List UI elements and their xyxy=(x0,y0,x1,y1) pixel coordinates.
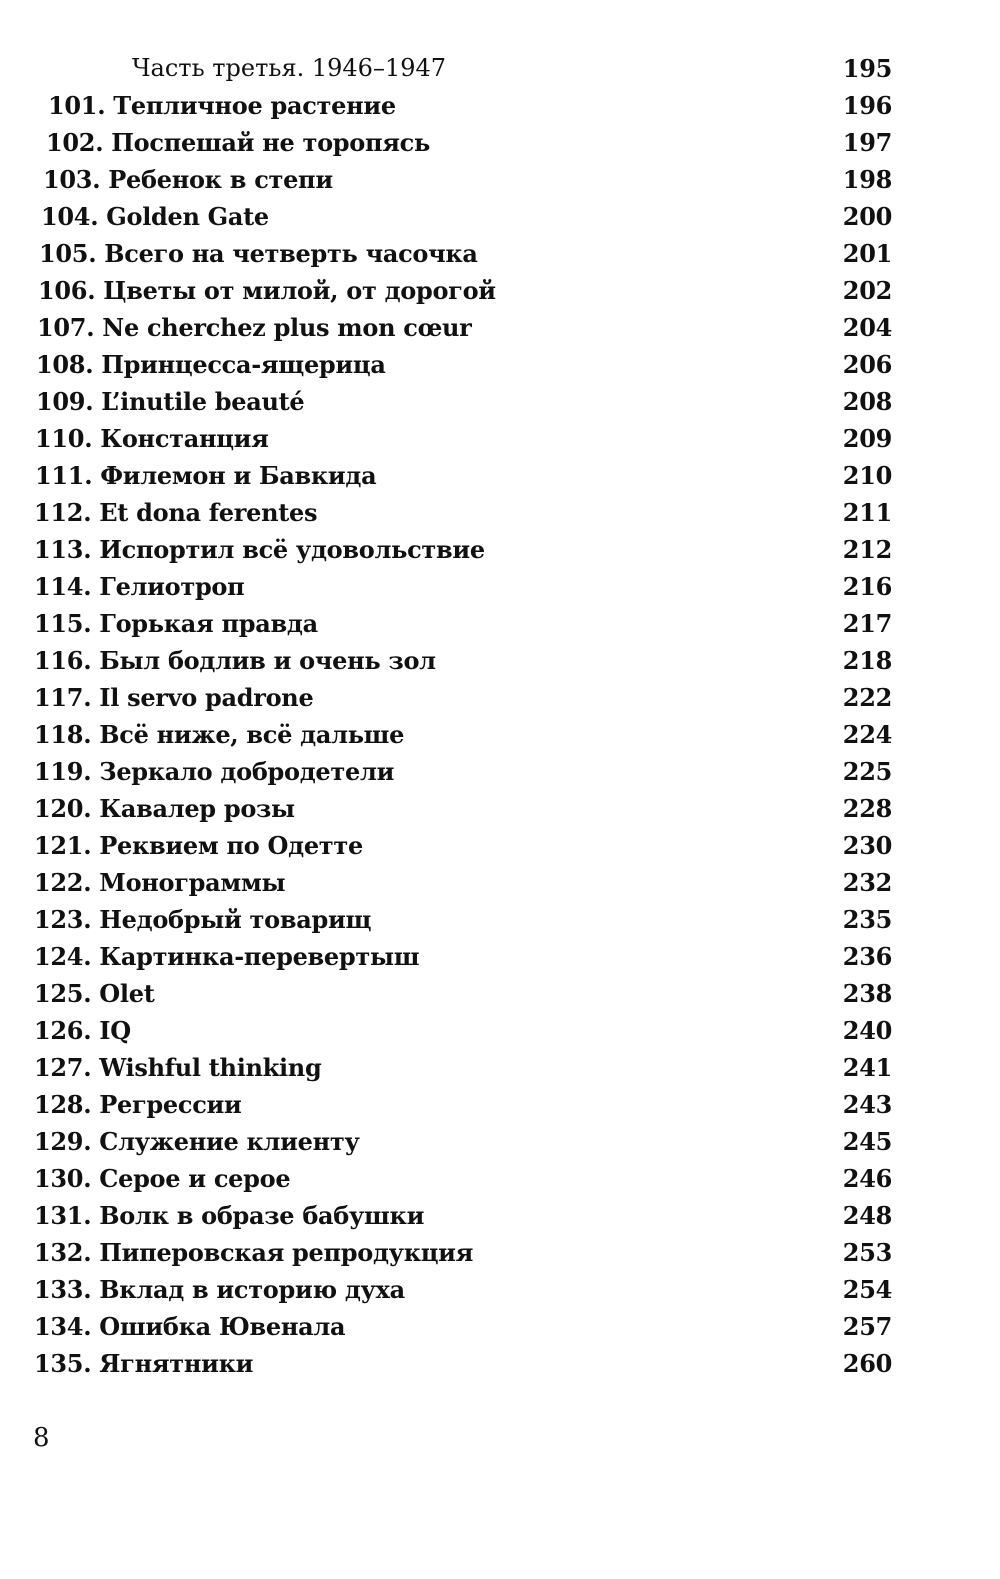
toc-entry xyxy=(0,790,1000,827)
toc-entry xyxy=(0,1271,1000,1308)
toc-entry xyxy=(0,1049,1000,1086)
entry-title: 134. Ошибка Ювенала xyxy=(34,1312,346,1341)
toc-entry xyxy=(0,346,1000,383)
toc-entry xyxy=(0,679,1000,716)
toc-entry xyxy=(0,1012,1000,1049)
entry-title: 119. Зеркало добродетели xyxy=(34,757,395,786)
toc-entry xyxy=(0,309,1000,346)
entry-title: 112. Et dona ferentes xyxy=(34,498,318,527)
toc-entry xyxy=(0,124,1000,161)
entry-page-number: 211 xyxy=(842,498,892,527)
entry-page-number: 241 xyxy=(842,1053,892,1082)
entry-title: 123. Недобрый товарищ xyxy=(34,905,372,934)
toc-entry xyxy=(0,753,1000,790)
entry-title: 103. Ребенок в степи xyxy=(43,165,333,194)
toc-entry xyxy=(0,864,1000,901)
entry-title: 133. Вклад в историю духа xyxy=(34,1275,405,1304)
toc-entry xyxy=(0,1197,1000,1234)
toc-entry xyxy=(0,494,1000,531)
toc-entry xyxy=(0,383,1000,420)
entry-page-number: 222 xyxy=(842,683,892,712)
toc-entry xyxy=(0,1123,1000,1160)
entry-title: 102. Поспешай не торопясь xyxy=(46,128,430,157)
entry-page-number: 248 xyxy=(842,1201,892,1230)
entry-title: 130. Серое и серое xyxy=(34,1164,291,1193)
entry-page-number: 217 xyxy=(842,609,892,638)
toc-entry xyxy=(0,1160,1000,1197)
entry-title: 131. Волк в образе бабушки xyxy=(34,1201,425,1230)
entry-page-number: 253 xyxy=(842,1238,892,1267)
toc-entry xyxy=(0,1086,1000,1123)
entry-page-number: 225 xyxy=(842,757,892,786)
toc-entry xyxy=(0,938,1000,975)
page-folio-number: 8 xyxy=(33,1423,50,1453)
toc-entry xyxy=(0,420,1000,457)
entry-title: 135. Ягнятники xyxy=(34,1349,254,1378)
entry-title: 125. Olet xyxy=(34,979,155,1008)
entry-title: 124. Картинка-перевертыш xyxy=(34,942,420,971)
toc-entry xyxy=(0,1234,1000,1271)
toc-entry xyxy=(0,827,1000,864)
entry-page-number: 216 xyxy=(842,572,892,601)
toc-entry xyxy=(0,1308,1000,1345)
toc-entry xyxy=(0,716,1000,753)
part-page-number: 195 xyxy=(842,54,892,83)
entry-page-number: 218 xyxy=(842,646,892,675)
entry-page-number: 245 xyxy=(842,1127,892,1156)
entry-title: 118. Всё ниже, всё дальше xyxy=(34,720,405,749)
toc-entry xyxy=(0,198,1000,235)
entry-page-number: 201 xyxy=(842,239,892,268)
toc-entry xyxy=(0,457,1000,494)
entry-page-number: 236 xyxy=(842,942,892,971)
toc-entry xyxy=(0,161,1000,198)
toc-entry xyxy=(0,605,1000,642)
entry-page-number: 212 xyxy=(842,535,892,564)
entry-title: 121. Реквием по Одетте xyxy=(34,831,363,860)
entry-page-number: 196 xyxy=(842,91,892,120)
toc-entry xyxy=(0,531,1000,568)
entry-page-number: 204 xyxy=(842,313,892,342)
entry-title: 105. Всего на четверть часочка xyxy=(39,239,478,268)
entry-page-number: 243 xyxy=(842,1090,892,1119)
toc-entry xyxy=(0,642,1000,679)
entry-page-number: 238 xyxy=(842,979,892,1008)
entry-page-number: 232 xyxy=(842,868,892,897)
toc-entry xyxy=(0,235,1000,272)
entry-page-number: 200 xyxy=(842,202,892,231)
entry-page-number: 254 xyxy=(842,1275,892,1304)
entry-title: 106. Цветы от милой, от дорогой xyxy=(38,276,496,305)
entry-title: 109. L’inutile beauté xyxy=(36,387,305,416)
entry-title: 116. Был бодлив и очень зол xyxy=(34,646,436,675)
entry-page-number: 208 xyxy=(842,387,892,416)
entry-title: 120. Кавалер розы xyxy=(34,794,295,823)
entry-title: 101. Тепличное растение xyxy=(48,91,396,120)
entry-title: 122. Монограммы xyxy=(34,868,286,897)
entry-title: 128. Регрессии xyxy=(34,1090,242,1119)
entry-title: 132. Пиперовская репродукция xyxy=(34,1238,474,1267)
entry-page-number: 260 xyxy=(842,1349,892,1378)
entry-title: 113. Испортил всё удовольствие xyxy=(34,535,485,564)
entry-page-number: 206 xyxy=(842,350,892,379)
entry-page-number: 246 xyxy=(842,1164,892,1193)
entry-title: 117. Il servo padrone xyxy=(34,683,314,712)
entry-page-number: 197 xyxy=(842,128,892,157)
entry-page-number: 209 xyxy=(842,424,892,453)
part-heading xyxy=(0,50,1000,87)
entry-title: 107. Ne cherchez plus mon cœur xyxy=(37,313,472,342)
entry-title: 114. Гелиотроп xyxy=(34,572,245,601)
entry-title: 111. Филемон и Бавкида xyxy=(35,461,377,490)
entry-page-number: 235 xyxy=(842,905,892,934)
entry-title: 110. Констанция xyxy=(35,424,269,453)
entry-page-number: 230 xyxy=(842,831,892,860)
entry-title: 115. Горькая правда xyxy=(34,609,318,638)
toc-entry xyxy=(0,272,1000,309)
entry-title: 129. Служение клиенту xyxy=(34,1127,360,1156)
toc-entry xyxy=(0,87,1000,124)
entry-title: 104. Golden Gate xyxy=(41,202,269,231)
entry-page-number: 210 xyxy=(842,461,892,490)
entry-page-number: 257 xyxy=(842,1312,892,1341)
entry-page-number: 198 xyxy=(842,165,892,194)
entry-page-number: 224 xyxy=(842,720,892,749)
part-title: Часть третья. 1946–1947 xyxy=(132,54,447,82)
toc-entry xyxy=(0,901,1000,938)
entry-title: 108. Принцесса-ящерица xyxy=(36,350,386,379)
toc-entry xyxy=(0,568,1000,605)
toc-entry xyxy=(0,1345,1000,1382)
toc-entry xyxy=(0,975,1000,1012)
entry-title: 127. Wishful thinking xyxy=(34,1053,322,1082)
entry-page-number: 228 xyxy=(842,794,892,823)
entry-page-number: 240 xyxy=(842,1016,892,1045)
entry-title: 126. IQ xyxy=(34,1016,131,1045)
entry-page-number: 202 xyxy=(842,276,892,305)
